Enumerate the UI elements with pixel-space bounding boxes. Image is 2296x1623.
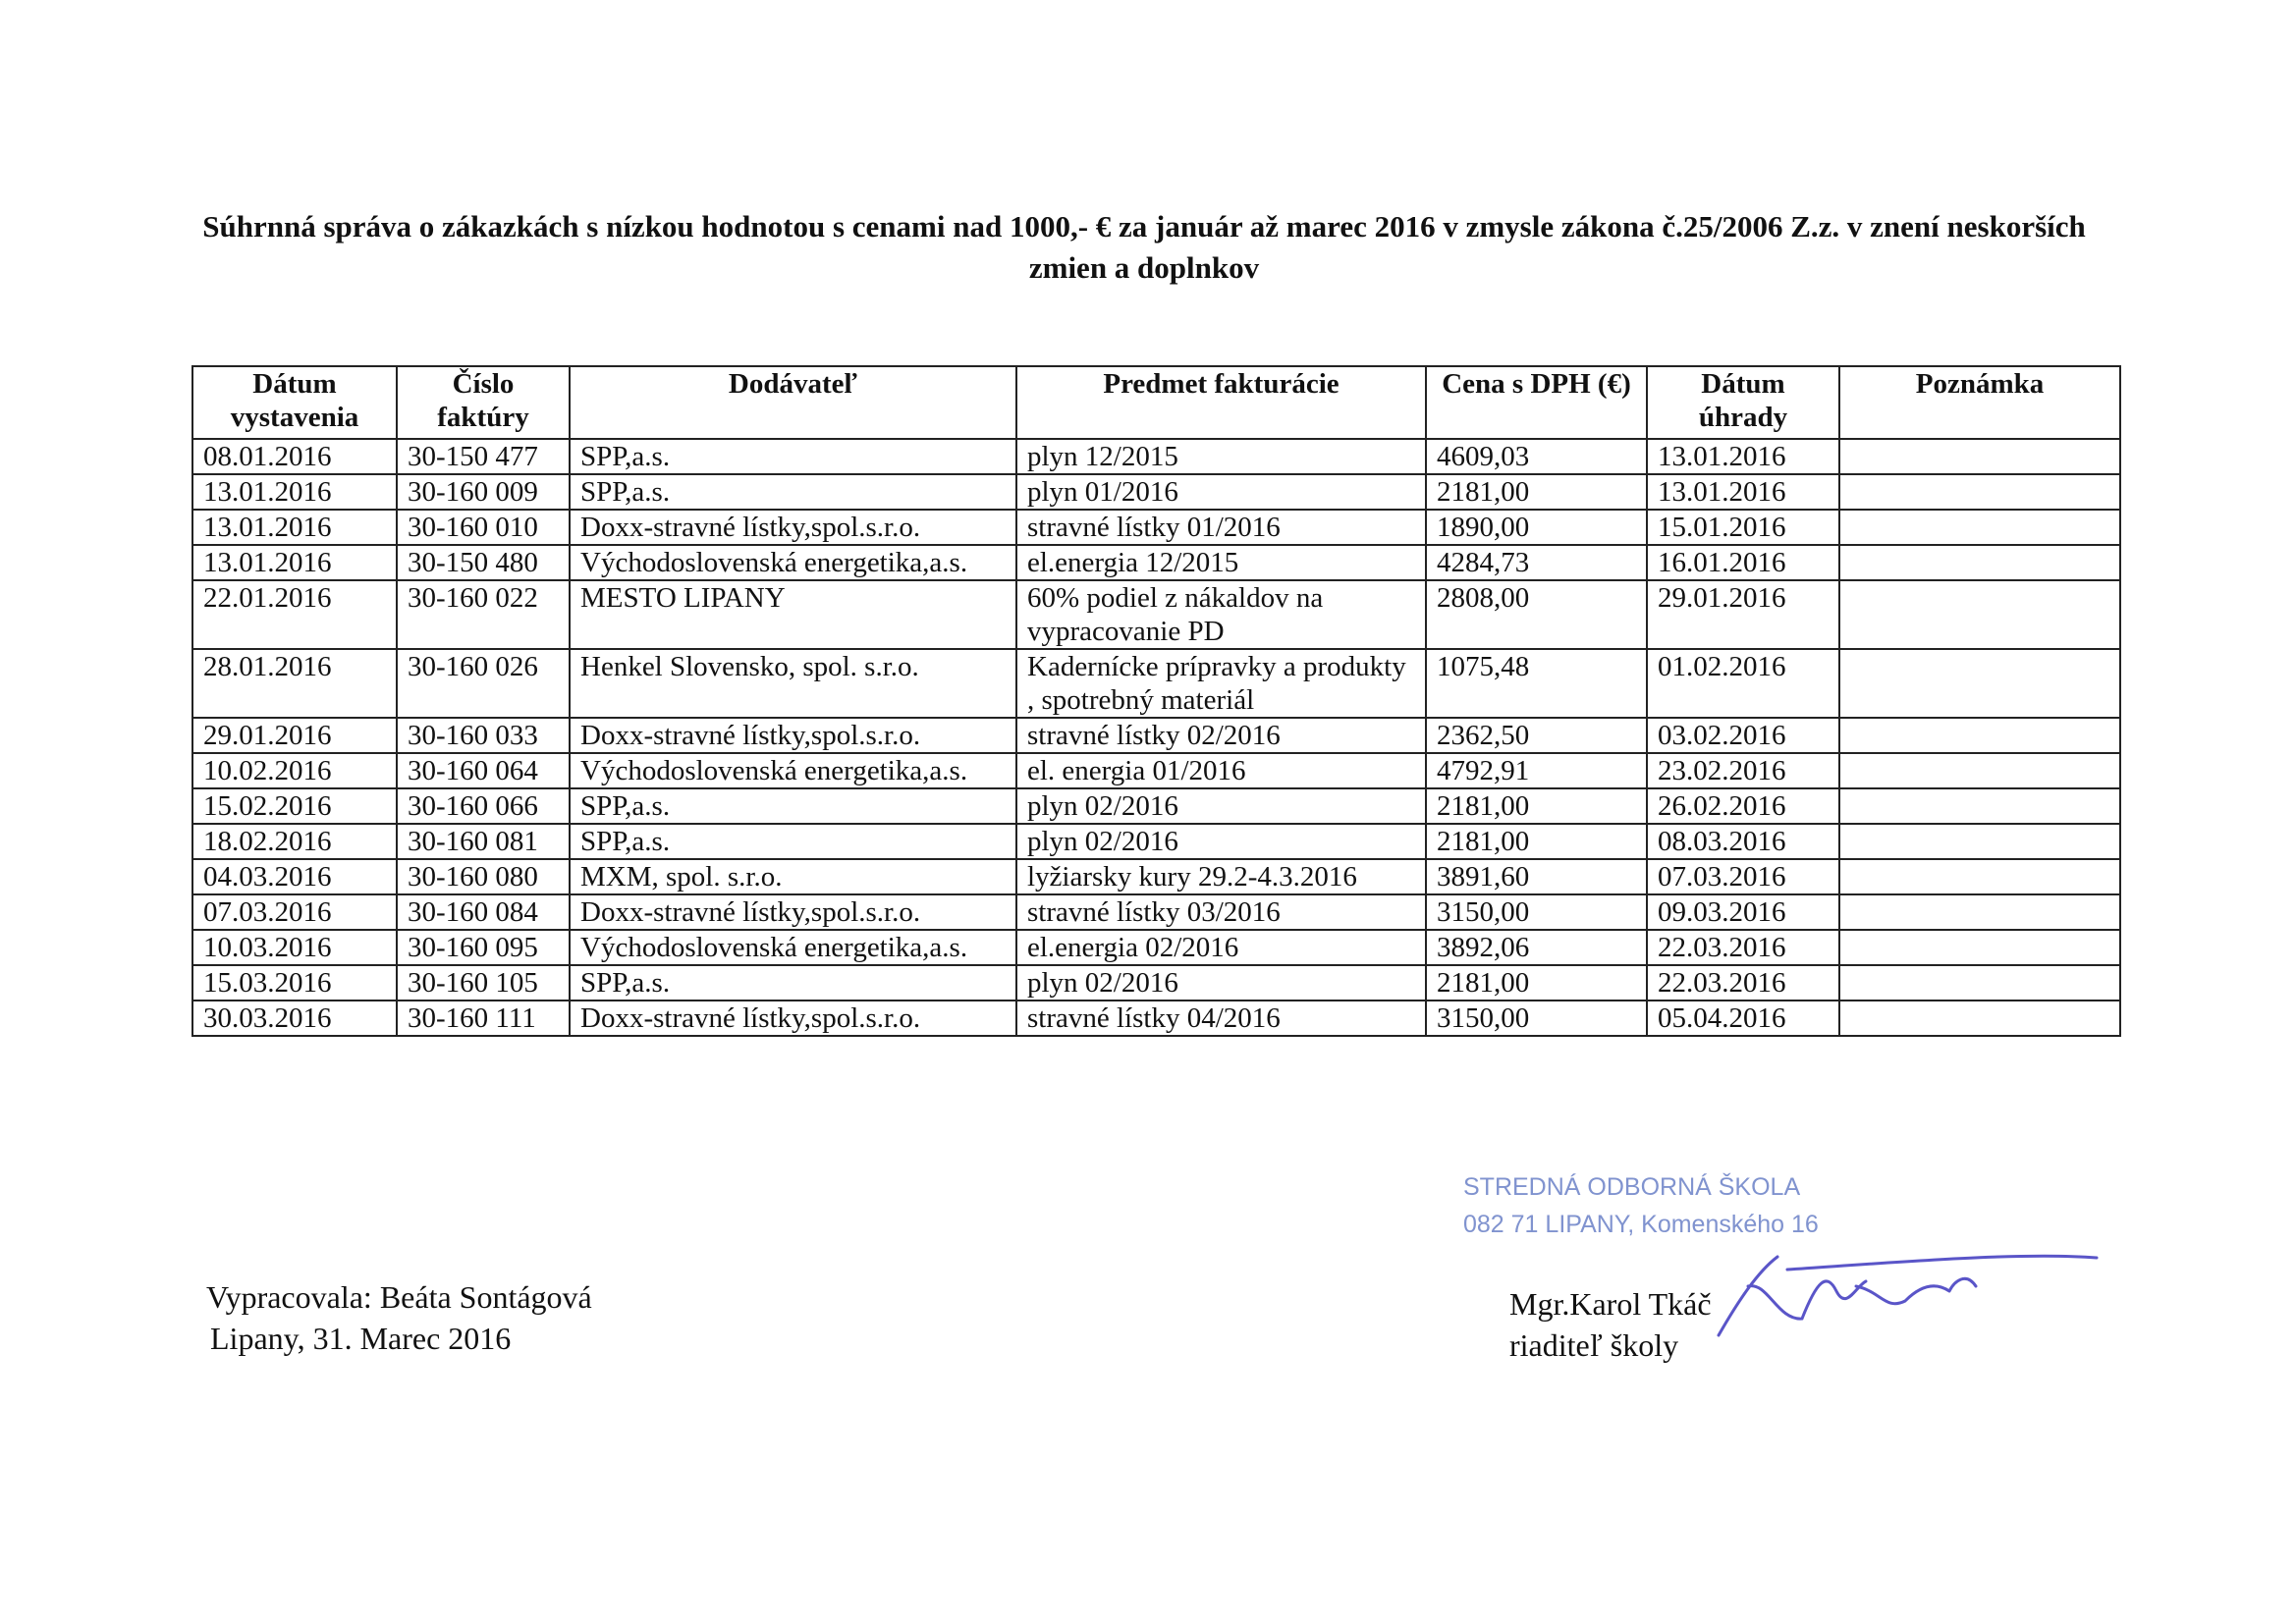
cell-date-issued: 30.03.2016 — [192, 1001, 397, 1036]
cell-subject: stravné lístky 01/2016 — [1016, 510, 1426, 545]
cell-subject: lyžiarsky kury 29.2-4.3.2016 — [1016, 859, 1426, 894]
invoice-table — [191, 365, 2121, 1037]
cell-note — [1839, 894, 2120, 930]
cell-subject: stravné lístky 02/2016 — [1016, 718, 1426, 753]
cell-payment-date: 26.02.2016 — [1647, 788, 1839, 824]
cell-invoice-number: 30-160 095 — [397, 930, 570, 965]
cell-supplier: Doxx-stravné lístky,spol.s.r.o. — [570, 718, 1016, 753]
cell-supplier: Henkel Slovensko, spol. s.r.o. — [570, 649, 1016, 718]
table-row — [192, 545, 2120, 580]
cell-price: 3150,00 — [1426, 1001, 1647, 1036]
cell-note — [1839, 859, 2120, 894]
stamp-line-1: STREDNÁ ODBORNÁ ŠKOLA — [1463, 1173, 1801, 1201]
cell-payment-date: 15.01.2016 — [1647, 510, 1839, 545]
table-row — [192, 649, 2120, 718]
cell-supplier: SPP,a.s. — [570, 788, 1016, 824]
cell-date-issued: 29.01.2016 — [192, 718, 397, 753]
cell-subject: plyn 02/2016 — [1016, 824, 1426, 859]
cell-subject: Kadernícke prípravky a produkty , spotrebný materiál — [1016, 649, 1426, 718]
table-row — [192, 859, 2120, 894]
cell-note — [1839, 474, 2120, 510]
cell-date-issued: 08.01.2016 — [192, 439, 397, 474]
cell-subject: stravné lístky 03/2016 — [1016, 894, 1426, 930]
prepared-by-block — [206, 1276, 592, 1359]
cell-note — [1839, 580, 2120, 649]
document-title: Súhrnná správa o zákazkách s nízkou hodnotou s cenami nad 1000,- € za január až marec 2016 v zmysle zákona č.25/2006 Z.z. v znení neskorších zmien a doplnkov — [202, 209, 2086, 285]
cell-note — [1839, 788, 2120, 824]
cell-note — [1839, 510, 2120, 545]
cell-note — [1839, 718, 2120, 753]
cell-subject: plyn 02/2016 — [1016, 965, 1426, 1001]
cell-price: 3892,06 — [1426, 930, 1647, 965]
cell-price: 2181,00 — [1426, 788, 1647, 824]
cell-invoice-number: 30-160 010 — [397, 510, 570, 545]
stamp-line-2: 082 71 LIPANY, Komenského 16 — [1463, 1211, 1819, 1238]
cell-price: 2181,00 — [1426, 824, 1647, 859]
director-name: Mgr.Karol Tkáč — [1509, 1286, 1712, 1322]
table-row — [192, 965, 2120, 1001]
cell-payment-date: 13.01.2016 — [1647, 439, 1839, 474]
table-row — [192, 1001, 2120, 1036]
cell-supplier: Východoslovenská energetika,a.s. — [570, 753, 1016, 788]
director-title: riaditeľ školy — [1509, 1327, 1679, 1363]
cell-invoice-number: 30-160 105 — [397, 965, 570, 1001]
cell-note — [1839, 545, 2120, 580]
table-row — [192, 580, 2120, 649]
cell-invoice-number: 30-160 009 — [397, 474, 570, 510]
cell-date-issued: 18.02.2016 — [192, 824, 397, 859]
table-row — [192, 894, 2120, 930]
cell-price: 2362,50 — [1426, 718, 1647, 753]
header-payment-date: Dátum úhrady — [1647, 366, 1839, 439]
cell-payment-date: 08.03.2016 — [1647, 824, 1839, 859]
cell-invoice-number: 30-160 066 — [397, 788, 570, 824]
cell-invoice-number: 30-160 084 — [397, 894, 570, 930]
prepared-by: Vypracovala: Beáta Sontágová — [206, 1279, 592, 1315]
cell-payment-date: 22.03.2016 — [1647, 965, 1839, 1001]
header-date-issued: Dátum vystavenia — [192, 366, 397, 439]
cell-payment-date: 01.02.2016 — [1647, 649, 1839, 718]
cell-invoice-number: 30-160 064 — [397, 753, 570, 788]
cell-payment-date: 23.02.2016 — [1647, 753, 1839, 788]
cell-price: 1075,48 — [1426, 649, 1647, 718]
cell-invoice-number: 30-160 111 — [397, 1001, 570, 1036]
table-row — [192, 510, 2120, 545]
cell-supplier: SPP,a.s. — [570, 439, 1016, 474]
cell-invoice-number: 30-150 477 — [397, 439, 570, 474]
cell-supplier: Východoslovenská energetika,a.s. — [570, 930, 1016, 965]
cell-price: 2181,00 — [1426, 965, 1647, 1001]
cell-note — [1839, 439, 2120, 474]
cell-price: 1890,00 — [1426, 510, 1647, 545]
cell-price: 4284,73 — [1426, 545, 1647, 580]
cell-date-issued: 13.01.2016 — [192, 474, 397, 510]
header-price: Cena s DPH (€) — [1426, 366, 1647, 439]
cell-price: 4609,03 — [1426, 439, 1647, 474]
cell-subject: el.energia 02/2016 — [1016, 930, 1426, 965]
cell-subject: el. energia 01/2016 — [1016, 753, 1426, 788]
table-row — [192, 753, 2120, 788]
cell-supplier: SPP,a.s. — [570, 824, 1016, 859]
cell-supplier: Doxx-stravné lístky,spol.s.r.o. — [570, 894, 1016, 930]
cell-date-issued: 10.02.2016 — [192, 753, 397, 788]
cell-invoice-number: 30-160 026 — [397, 649, 570, 718]
cell-date-issued: 15.03.2016 — [192, 965, 397, 1001]
cell-payment-date: 05.04.2016 — [1647, 1001, 1839, 1036]
table-row — [192, 788, 2120, 824]
table-row — [192, 824, 2120, 859]
cell-subject: plyn 01/2016 — [1016, 474, 1426, 510]
cell-note — [1839, 824, 2120, 859]
cell-invoice-number: 30-160 033 — [397, 718, 570, 753]
header-invoice-number: Číslo faktúry — [397, 366, 570, 439]
cell-note — [1839, 965, 2120, 1001]
cell-date-issued: 15.02.2016 — [192, 788, 397, 824]
place-date: Lipany, 31. Marec 2016 — [210, 1321, 512, 1356]
cell-payment-date: 13.01.2016 — [1647, 474, 1839, 510]
cell-note — [1839, 753, 2120, 788]
cell-date-issued: 22.01.2016 — [192, 580, 397, 649]
table-row — [192, 930, 2120, 965]
cell-subject: plyn 12/2015 — [1016, 439, 1426, 474]
header-note: Poznámka — [1839, 366, 2120, 439]
table-body — [192, 439, 2120, 1036]
cell-payment-date: 22.03.2016 — [1647, 930, 1839, 965]
cell-subject: stravné lístky 04/2016 — [1016, 1001, 1426, 1036]
header-supplier: Dodávateľ — [570, 366, 1016, 439]
cell-supplier: SPP,a.s. — [570, 965, 1016, 1001]
table-row — [192, 474, 2120, 510]
director-block — [1509, 1283, 1712, 1366]
cell-payment-date: 29.01.2016 — [1647, 580, 1839, 649]
cell-date-issued: 13.01.2016 — [192, 545, 397, 580]
cell-subject: 60% podiel z nákaldov na vypracovanie PD — [1016, 580, 1426, 649]
cell-date-issued: 07.03.2016 — [192, 894, 397, 930]
cell-invoice-number: 30-160 022 — [397, 580, 570, 649]
cell-date-issued: 10.03.2016 — [192, 930, 397, 965]
cell-date-issued: 13.01.2016 — [192, 510, 397, 545]
cell-supplier: Doxx-stravné lístky,spol.s.r.o. — [570, 510, 1016, 545]
table-row — [192, 439, 2120, 474]
cell-supplier: MESTO LIPANY — [570, 580, 1016, 649]
cell-price: 4792,91 — [1426, 753, 1647, 788]
signature-icon — [1709, 1242, 2102, 1350]
cell-subject: el.energia 12/2015 — [1016, 545, 1426, 580]
cell-payment-date: 03.02.2016 — [1647, 718, 1839, 753]
cell-price: 2181,00 — [1426, 474, 1647, 510]
cell-invoice-number: 30-160 080 — [397, 859, 570, 894]
cell-price: 3150,00 — [1426, 894, 1647, 930]
cell-invoice-number: 30-160 081 — [397, 824, 570, 859]
cell-note — [1839, 1001, 2120, 1036]
header-subject: Predmet fakturácie — [1016, 366, 1426, 439]
cell-subject: plyn 02/2016 — [1016, 788, 1426, 824]
cell-date-issued: 28.01.2016 — [192, 649, 397, 718]
cell-payment-date: 16.01.2016 — [1647, 545, 1839, 580]
cell-supplier: Doxx-stravné lístky,spol.s.r.o. — [570, 1001, 1016, 1036]
school-stamp — [1463, 1168, 1819, 1243]
cell-price: 2808,00 — [1426, 580, 1647, 649]
cell-supplier: MXM, spol. s.r.o. — [570, 859, 1016, 894]
cell-note — [1839, 930, 2120, 965]
cell-payment-date: 07.03.2016 — [1647, 859, 1839, 894]
cell-invoice-number: 30-150 480 — [397, 545, 570, 580]
cell-date-issued: 04.03.2016 — [192, 859, 397, 894]
table-row — [192, 718, 2120, 753]
cell-payment-date: 09.03.2016 — [1647, 894, 1839, 930]
table-header-row — [192, 366, 2120, 439]
cell-supplier: SPP,a.s. — [570, 474, 1016, 510]
cell-supplier: Východoslovenská energetika,a.s. — [570, 545, 1016, 580]
cell-note — [1839, 649, 2120, 718]
cell-price: 3891,60 — [1426, 859, 1647, 894]
